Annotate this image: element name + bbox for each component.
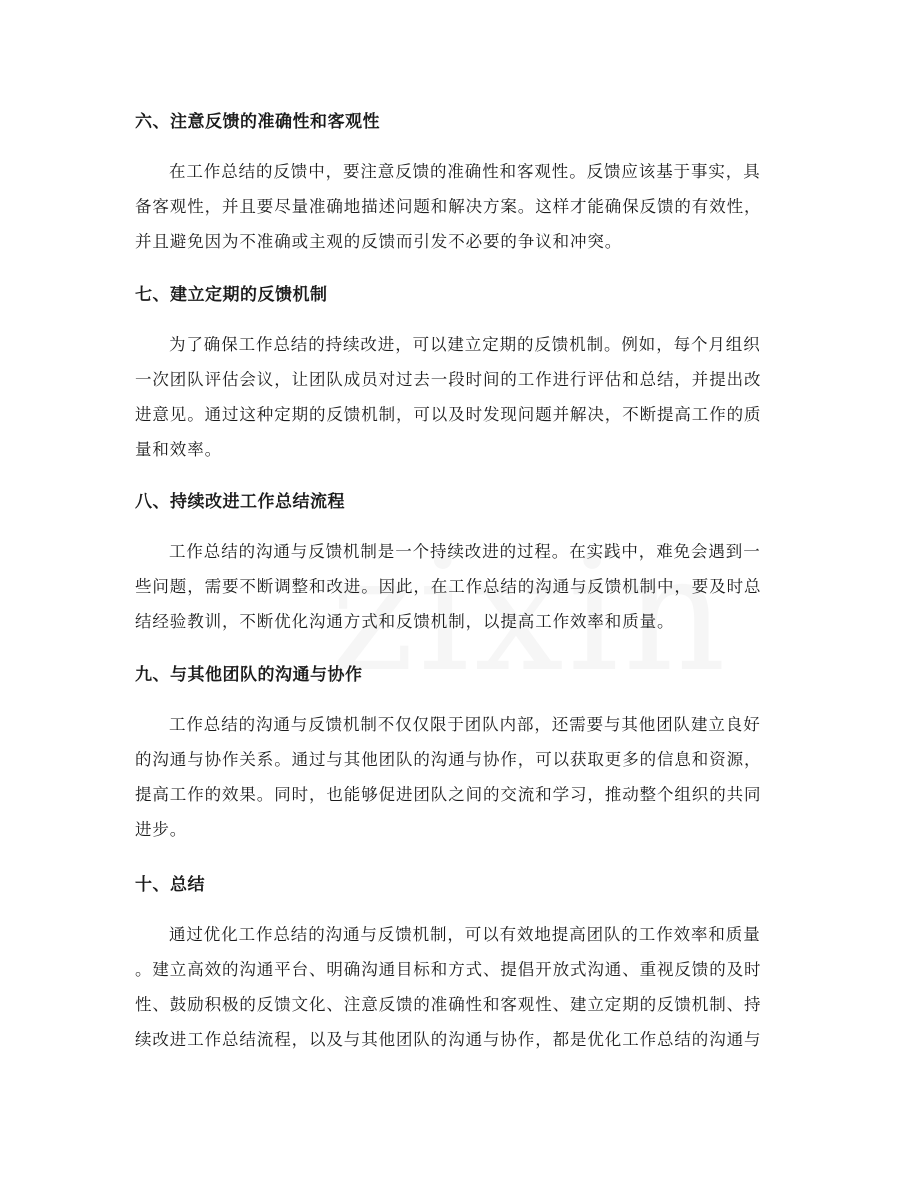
paragraph-line: 续改进工作总结流程，以及与其他团队的沟通与协作，都是优化工作总结的沟通与 (135, 1030, 762, 1049)
paragraph-line: 在工作总结的反馈中，要注意反馈的准确性和客观性。反馈应该基于事实，具 (169, 162, 761, 181)
section-paragraph-6 (135, 154, 785, 259)
section-heading-7: 七、建立定期的反馈机制 (135, 285, 328, 305)
section-heading-6: 六、注意反馈的准确性和客观性 (135, 112, 380, 132)
paragraph-line: 提高工作的效果。同时，也能够促进团队之间的交流和学习，推动整个组织的共同 (135, 785, 762, 804)
paragraph-line: 量和效率。 (135, 440, 222, 459)
section-heading-10: 十、总结 (135, 875, 205, 895)
section-paragraph-8 (135, 534, 785, 639)
paragraph-line: 性、鼓励积极的反馈文化、注意反馈的准确性和客观性、建立定期的反馈机制、持 (135, 995, 762, 1014)
paragraph-line: 的沟通与协作关系。通过与其他团队的沟通与协作，可以获取更多的信息和资源， (135, 750, 762, 769)
section-paragraph-7 (135, 327, 785, 467)
paragraph-line: 备客观性，并且要尽量准确地描述问题和解决方案。这样才能确保反馈的有效性， (135, 197, 762, 216)
paragraph-line: 结经验教训，不断优化沟通方式和反馈机制，以提高工作效率和质量。 (135, 612, 675, 631)
paragraph-line: 为了确保工作总结的持续改进，可以建立定期的反馈机制。例如，每个月组织 (169, 335, 761, 354)
section-paragraph-9 (135, 707, 785, 847)
paragraph-line: 工作总结的沟通与反馈机制是一个持续改进的过程。在实践中，难免会遇到一 (169, 542, 761, 561)
paragraph-line: 一次团队评估会议，让团队成员对过去一段时间的工作进行评估和总结，并提出改 (135, 370, 762, 389)
paragraph-line: 工作总结的沟通与反馈机制不仅仅限于团队内部，还需要与其他团队建立良好 (169, 715, 761, 734)
paragraph-line: 。建立高效的沟通平台、明确沟通目标和方式、提倡开放式沟通、重视反馈的及时 (135, 960, 762, 979)
section-heading-9: 九、与其他团队的沟通与协作 (135, 665, 363, 685)
paragraph-line: 些问题，需要不断调整和改进。因此，在工作总结的沟通与反馈机制中，要及时总 (135, 577, 762, 596)
paragraph-line: 进步。 (135, 820, 188, 839)
section-paragraph-10 (135, 917, 785, 1057)
section-heading-8: 八、持续改进工作总结流程 (135, 492, 345, 512)
paragraph-line: 并且避免因为不准确或主观的反馈而引发不必要的争议和冲突。 (135, 232, 623, 251)
paragraph-line: 通过优化工作总结的沟通与反馈机制，可以有效地提高团队的工作效率和质量 (169, 925, 761, 944)
paragraph-line: 进意见。通过这种定期的反馈机制，可以及时发现问题并解决，不断提高工作的质 (135, 405, 762, 424)
